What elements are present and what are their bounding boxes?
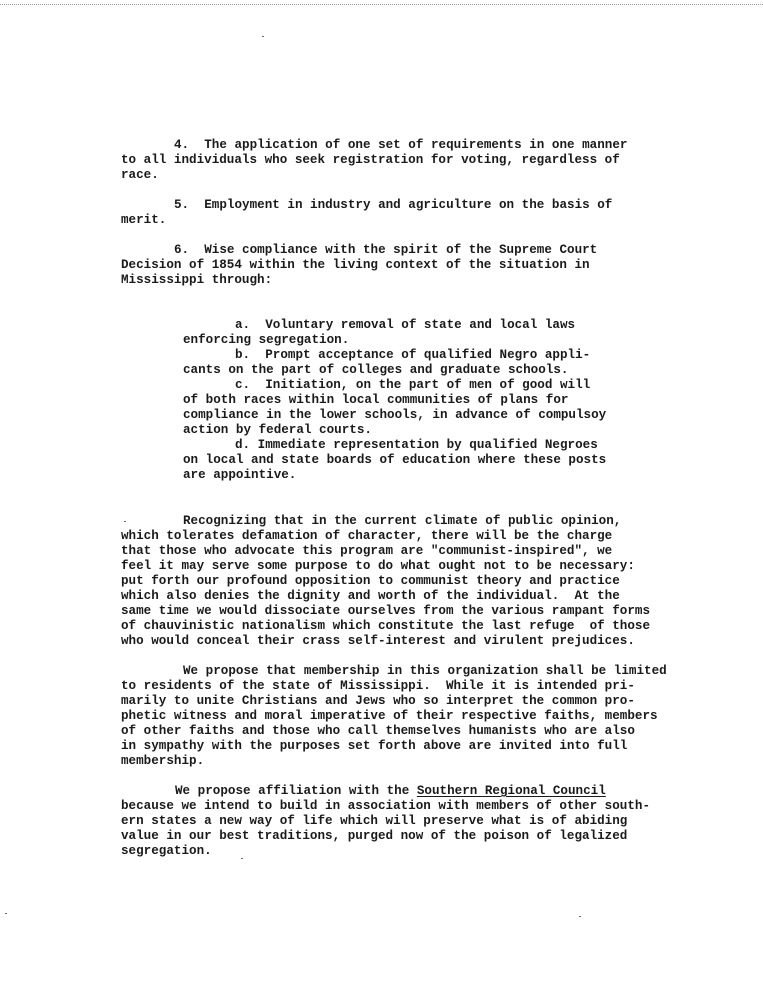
subitem-c-line-4: action by federal courts. — [183, 423, 372, 437]
subitem-b-line-1: b. Prompt acceptance of qualified Negro appli- — [235, 348, 591, 362]
item-6-line-1 — [174, 243, 597, 258]
scan-speck — [262, 36, 264, 37]
para-recognizing-line-1: Recognizing that in the current climate of public opinion, — [183, 514, 622, 528]
item-4-line-1 — [174, 138, 627, 153]
item-6-line-3: Mississippi through: — [121, 273, 273, 287]
para-affiliation-line-2: because we intend to build in association with members of other south- — [121, 799, 651, 813]
para-membership-line-4: phetic witness and moral imperative of their respective faiths, members — [121, 709, 658, 723]
para-recognizing-line-7: same time we would dissociate ourselves from the various rampant forms — [121, 604, 651, 618]
scan-top-edge — [0, 0, 763, 5]
item-4-line-2: to all individuals who seek registration for voting, regardless of — [121, 153, 620, 167]
subitem-b-line-2: cants on the part of colleges and graduate schools. — [183, 363, 569, 377]
item-4-text: The application of one set of requirements in one manner — [204, 138, 628, 152]
affiliation-intro-text: We propose affiliation with the — [175, 784, 417, 798]
item-6-text: Wise compliance with the spirit of the Supreme Court — [204, 243, 598, 257]
subitem-c-line-1: c. Initiation, on the part of men of good will — [235, 378, 591, 392]
para-affiliation-line-4: value in our best traditions, purged now of the poison of legalized — [121, 829, 628, 843]
para-membership-line-6: in sympathy with the purposes set forth above are invited into full — [121, 739, 628, 753]
para-membership-line-5: of other faiths and those who call themselves humanists who are also — [121, 724, 635, 738]
subitem-a-line-1: a. Voluntary removal of state and local laws — [235, 318, 576, 332]
item-5-line-2: merit. — [121, 213, 167, 227]
para-affiliation-line-1 — [175, 784, 606, 799]
subitem-d-line-2: on local and state boards of education where these posts — [183, 453, 607, 467]
para-recognizing-line-5: put forth our profound opposition to communist theory and practice — [121, 574, 620, 588]
scan-speck — [579, 916, 581, 917]
item-4-number: 4. — [174, 138, 190, 152]
subitem-c-line-2: of both races within local communities of plans for — [183, 393, 569, 407]
scan-speck — [124, 521, 126, 522]
para-recognizing-line-8: of chauvinistic nationalism which constitute the last refuge of those — [121, 619, 651, 633]
para-membership-line-1: We propose that membership in this organization shall be limited — [183, 664, 667, 678]
para-recognizing-line-9: who would conceal their crass self-interest and virulent prejudices. — [121, 634, 635, 648]
item-5-line-1 — [174, 198, 612, 213]
item-4-line-3: race. — [121, 168, 159, 182]
scan-speck — [5, 913, 7, 914]
subitem-a-line-2: enforcing segregation. — [183, 333, 350, 347]
item-5-number: 5. — [174, 198, 190, 212]
subitem-c-line-3: compliance in the lower schools, in advance of compulsoy — [183, 408, 607, 422]
para-recognizing-line-3: that those who advocate this program are "communist-inspired", we — [121, 544, 613, 558]
para-recognizing-line-6: which also denies the dignity and worth of the individual. At the — [121, 589, 620, 603]
para-recognizing-line-2: which tolerates defamation of character, there will be the charge — [121, 529, 613, 543]
para-affiliation-line-3: ern states a new way of life which will preserve what is of abiding — [121, 814, 628, 828]
subitem-d-line-3: are appointive. — [183, 468, 297, 482]
subitem-d-line-1: d. Immediate representation by qualified Negroes — [235, 438, 598, 452]
item-6-line-2: Decision of 1854 within the living context of the situation in — [121, 258, 590, 272]
para-affiliation-line-5: segregation. — [121, 844, 212, 858]
scan-speck — [241, 858, 243, 859]
item-5-text: Employment in industry and agriculture on the basis of — [204, 198, 613, 212]
item-6-number: 6. — [174, 243, 190, 257]
para-membership-line-3: marily to unite Christians and Jews who so interpret the common pro- — [121, 694, 635, 708]
para-membership-line-7: membership. — [121, 754, 205, 768]
southern-regional-council-reference: Southern Regional Council — [416, 784, 606, 798]
para-recognizing-line-4: feel it may serve some purpose to do what ought not to be necessary: — [121, 559, 635, 573]
para-membership-line-2: to residents of the state of Mississippi. While it is intended pri- — [121, 679, 635, 693]
